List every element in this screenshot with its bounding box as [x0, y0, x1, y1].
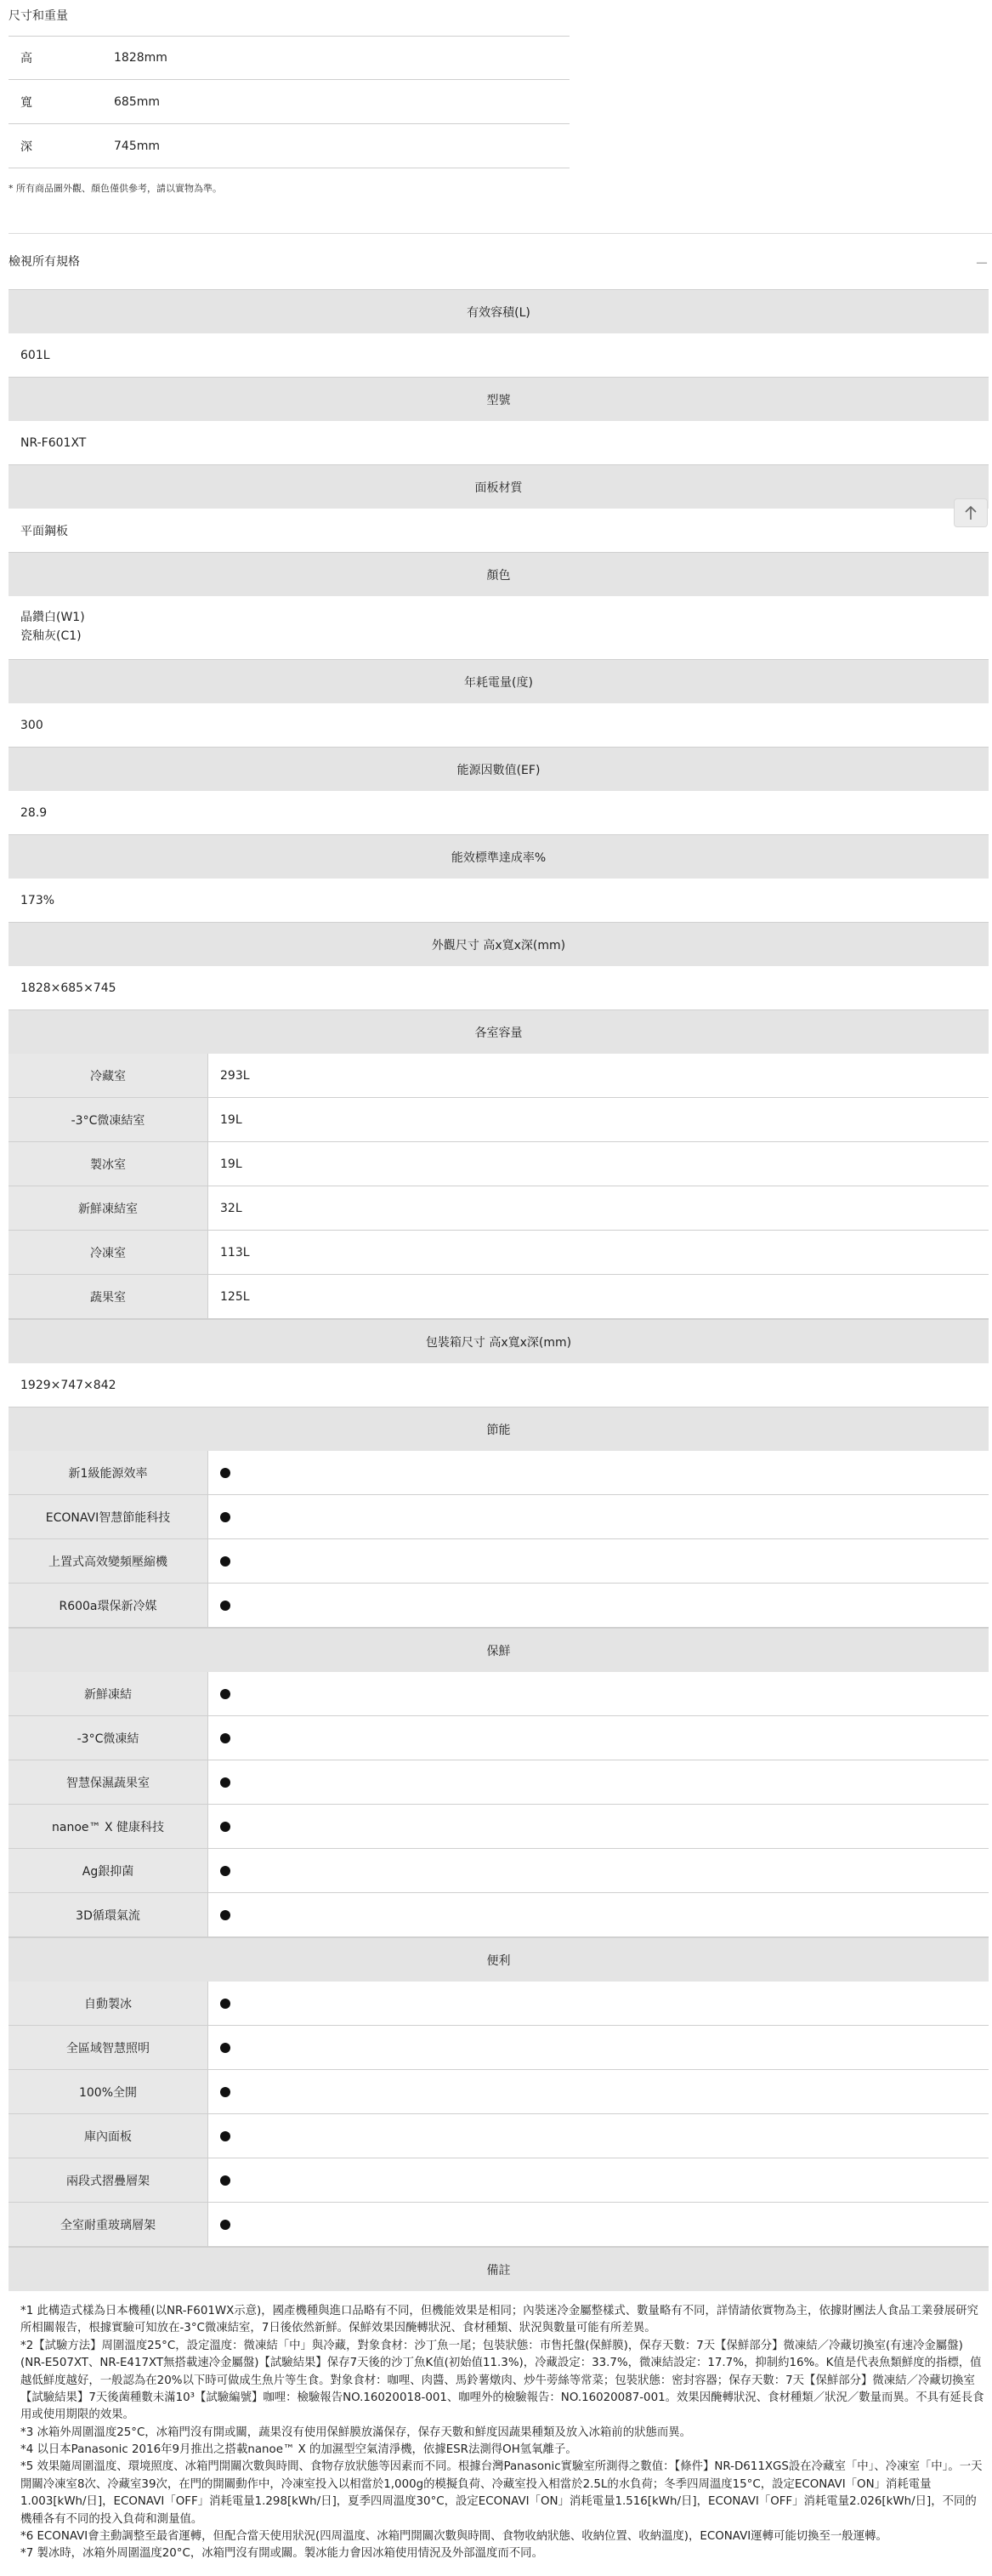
compartment-row [9, 1054, 989, 1098]
spec-value-color [9, 596, 989, 659]
remark-line: *4 以日本Panasonic 2016年9月推出之搭載nanoe™ X 的加濕型空氣清淨機，依據ESR法測得OH氫氧離子。 [20, 2443, 577, 2456]
feature-label: 3D循環氣流 [9, 1893, 208, 1936]
feature-label: 自動製冰 [9, 1982, 208, 2025]
feature-label: 100%全開 [9, 2070, 208, 2113]
dot-icon [220, 2220, 230, 2230]
spec-header-panel: 面板材質 [9, 464, 989, 509]
compartment-value: 19L [220, 1112, 242, 1127]
feature-row [9, 2158, 989, 2203]
feature-label: Ag銀抑菌 [9, 1849, 208, 1892]
compartment-label: 冷凍室 [9, 1231, 208, 1274]
spec-header-efficiency: 能效標準達成率% [9, 834, 989, 879]
dimensions-table [9, 36, 570, 168]
compartment-row [9, 1142, 989, 1186]
remark-line: *6 ECONAVI會主動調整至最省運轉，但配合當天使用狀況(四周溫度、冰箱門開關次數與時間、食物收納狀態、收納位置、收納溫度)，ECONAVI運轉可能切換至一般運轉。 [20, 2529, 887, 2543]
compartment-row [9, 1186, 989, 1231]
compartment-label: 冷藏室 [9, 1054, 208, 1097]
spec-header-exterior: 外觀尺寸 高x寬x深(mm) [9, 922, 989, 966]
dot-icon [220, 1601, 230, 1611]
section-divider [9, 233, 992, 234]
spec-header-compartments: 各室容量 [9, 1009, 989, 1054]
compartment-label: 新鮮凍結室 [9, 1186, 208, 1230]
collapse-icon[interactable]: － [974, 255, 989, 271]
compartment-label: 蔬果室 [9, 1275, 208, 1318]
feature-label: 庫內面板 [9, 2114, 208, 2158]
feature-row [9, 1495, 989, 1539]
convenience-features [9, 1982, 989, 2247]
dot-icon [220, 1910, 230, 1920]
dot-icon [220, 1777, 230, 1788]
feature-label: 兩段式摺疊層架 [9, 2158, 208, 2202]
feature-label: 新1級能源效率 [9, 1451, 208, 1494]
spec-header-ef: 能源因數值(EF) [9, 747, 989, 791]
dot-icon [220, 1999, 230, 2009]
spec-header-energy: 節能 [9, 1407, 989, 1451]
feature-row [9, 2070, 989, 2114]
feature-row [9, 2114, 989, 2158]
dimension-value: 745mm [114, 139, 160, 153]
feature-label: 新鮮凍結 [9, 1672, 208, 1715]
dot-icon [220, 2131, 230, 2141]
spec-header-package: 包裝箱尺寸 高x寬x深(mm) [9, 1319, 989, 1363]
product-image-note: * 所有商品圖外觀、顏色僅供參考，請以實物為準。 [9, 183, 222, 194]
color-option: 晶鑽白(W1) [20, 611, 85, 625]
compartment-value: 125L [220, 1289, 250, 1304]
view-all-specs-label: 檢視所有規格 [9, 255, 80, 269]
color-option: 瓷釉灰(C1) [20, 629, 82, 643]
spec-header-remarks: 備註 [9, 2247, 989, 2291]
feature-label: ECONAVI智慧節能科技 [9, 1495, 208, 1538]
spec-header-preserve: 保鮮 [9, 1628, 989, 1672]
dot-icon [220, 2043, 230, 2053]
dimension-label: 寬 [20, 95, 32, 110]
arrow-up-icon [964, 505, 978, 520]
spec-header-model: 型號 [9, 377, 989, 421]
feature-label: -3°C微凍結 [9, 1716, 208, 1760]
feature-row [9, 1539, 989, 1584]
feature-label: 上置式高效變頻壓縮機 [9, 1539, 208, 1583]
spec-value-efficiency: 173% [20, 893, 55, 907]
feature-row [9, 1805, 989, 1849]
dimension-row-height [9, 36, 570, 80]
feature-row [9, 1982, 989, 2026]
dimension-label: 深 [20, 139, 32, 154]
spec-value-panel: 平面鋼板 [20, 524, 68, 538]
spec-header-color: 顏色 [9, 552, 989, 596]
dot-icon [220, 2175, 230, 2186]
feature-label: 智慧保濕蔬果室 [9, 1760, 208, 1804]
compartments-list [9, 1054, 989, 1319]
spec-header-capacity: 有效容積(L) [9, 289, 989, 333]
compartment-value: 19L [220, 1157, 242, 1171]
spec-value-exterior: 1828×685×745 [20, 981, 116, 995]
feature-label: nanoe™ X 健康科技 [9, 1805, 208, 1848]
spec-value-capacity: 601L [20, 348, 50, 362]
spec-header-power: 年耗電量(度) [9, 659, 989, 703]
compartment-label: -3°C微凍結室 [9, 1098, 208, 1141]
spec-table [9, 289, 989, 2563]
dimension-value: 1828mm [114, 50, 167, 65]
energy-features [9, 1451, 989, 1628]
compartment-row [9, 1098, 989, 1142]
feature-label: 全室耐重玻璃層架 [9, 2203, 208, 2246]
dot-icon [220, 1866, 230, 1876]
dimension-row-depth [9, 124, 570, 168]
compartment-row [9, 1231, 989, 1275]
remark-line: *7 製冰時，冰箱外周圍溫度20°C，冰箱門沒有開或關。製冰能力會因冰箱使用情況及外部溫度而不同。 [20, 2547, 543, 2561]
dot-icon [220, 2087, 230, 2097]
compartment-value: 113L [220, 1245, 250, 1260]
spec-value-package: 1929×747×842 [20, 1378, 116, 1392]
dot-icon [220, 1822, 230, 1832]
remark-line: *3 冰箱外周圍溫度25°C，冰箱門沒有開或關，蔬果沒有使用保鮮膜放滿保存，保存天數和鮮度因蔬果種類及放入冰箱前的狀態而異。 [20, 2425, 692, 2439]
remark-line: *1 此構造式樣為日本機種(以NR-F601WX示意)，國產機種與進口品略有不同，但機能效果是相同；內裝迷冷金屬整樣式、數量略有不同，詳情請依實物為主，依據財團法人食品工業發展研究所相關報告，根據實驗可知放在-3°C微凍結室，7日後依然新鮮。保鮮效果因醃轉狀況、食材種類、狀況與數量可能有所差異。 [20, 2305, 978, 2335]
feature-row [9, 2026, 989, 2070]
compartment-row [9, 1275, 989, 1319]
dimension-row-width [9, 80, 570, 124]
feature-row [9, 1451, 989, 1495]
remark-line: *2【試驗方法】周圍溫度25°C，設定溫度：微凍結「中」與冷藏，對象食材：沙丁魚一尾；包裝狀態：市售托盤(保鮮膜)，保存天數：7天【保鮮部分】微凍結／冷藏切換室(有速冷金屬盤) (NR-E507XT、NR-E417XT無搭載速冷金屬盤)【試驗結果】保存7天後的沙丁魚K值(初始值11.3%)，冷藏設定：33.7%，微凍結設定：17.7%，抑制約16%。K值是代表魚類鮮度的指標，值越低鮮度越好，一般認為在20%以下時可做成生魚片等生食。對象食材：咖哩、肉醬、馬鈴薯燉肉、炒牛蒡絲等常菜；包裝狀態：密封容器；保存天數：7天【保鮮部分】微凍結／冷藏切換室【試驗結果】7天後菌種數未滿10³【試驗編號】咖哩：檢驗報告NO.16020018-001、咖哩外的檢驗報告：NO.16020087-001。效果因醃轉狀況、食材種類／狀況／數量而異。不具有延長食用或使用期限的效果。 [20, 2339, 984, 2422]
remark-line: *5 效果隨周圍溫度、環境照度、冰箱門開關次數與時間、食物存放狀態等因素而不同。根據台灣Panasonic實驗室所測得之數值：【條件】NR-D611XGS設在冷藏室「中」、冷凍室「中」。一天開關冷凍室8次、冷藏室39次，在門的開關動作中，冷凍室投入以相當於1,000g的模擬負荷、冷藏室投入相當於2.5L的水負荷；冬季四周溫度15°C，設定ECONAVI「ON」消耗電量1.003[kWh/日]，ECONAVI「OFF」消耗電量1.298[kWh/日]，夏季四周溫度30°C，設定ECONAVI「ON」消耗電量1.516[kWh/日]，ECONAVI「OFF」消耗電量2.026[kWh/日]，不同的機種各有不同的投入負荷和測量值。 [20, 2460, 983, 2526]
dimensions-title: 尺寸和重量 [9, 9, 68, 23]
dot-icon [220, 1512, 230, 1522]
remarks-text [9, 2291, 989, 2563]
back-to-top-button[interactable] [954, 498, 988, 527]
spec-value-model: NR-F601XT [20, 435, 87, 450]
compartment-value: 293L [220, 1068, 250, 1083]
feature-row [9, 1584, 989, 1628]
feature-row [9, 1849, 989, 1893]
feature-row [9, 2203, 989, 2247]
spec-header-convenience: 便利 [9, 1937, 989, 1982]
feature-row [9, 1716, 989, 1760]
dimension-value: 685mm [114, 94, 160, 109]
spec-value-power: 300 [20, 718, 43, 732]
feature-row [9, 1760, 989, 1805]
view-all-specs-toggle[interactable] [9, 253, 989, 272]
preserve-features [9, 1672, 989, 1937]
compartment-label: 製冰室 [9, 1142, 208, 1186]
dot-icon [220, 1733, 230, 1743]
feature-label: R600a環保新冷媒 [9, 1584, 208, 1627]
feature-row [9, 1893, 989, 1937]
dot-icon [220, 1689, 230, 1699]
feature-row [9, 1672, 989, 1716]
dimension-label: 高 [20, 51, 32, 65]
spec-value-ef: 28.9 [20, 805, 48, 820]
dot-icon [220, 1556, 230, 1567]
compartment-value: 32L [220, 1201, 242, 1215]
dot-icon [220, 1468, 230, 1478]
feature-label: 全區域智慧照明 [9, 2026, 208, 2069]
